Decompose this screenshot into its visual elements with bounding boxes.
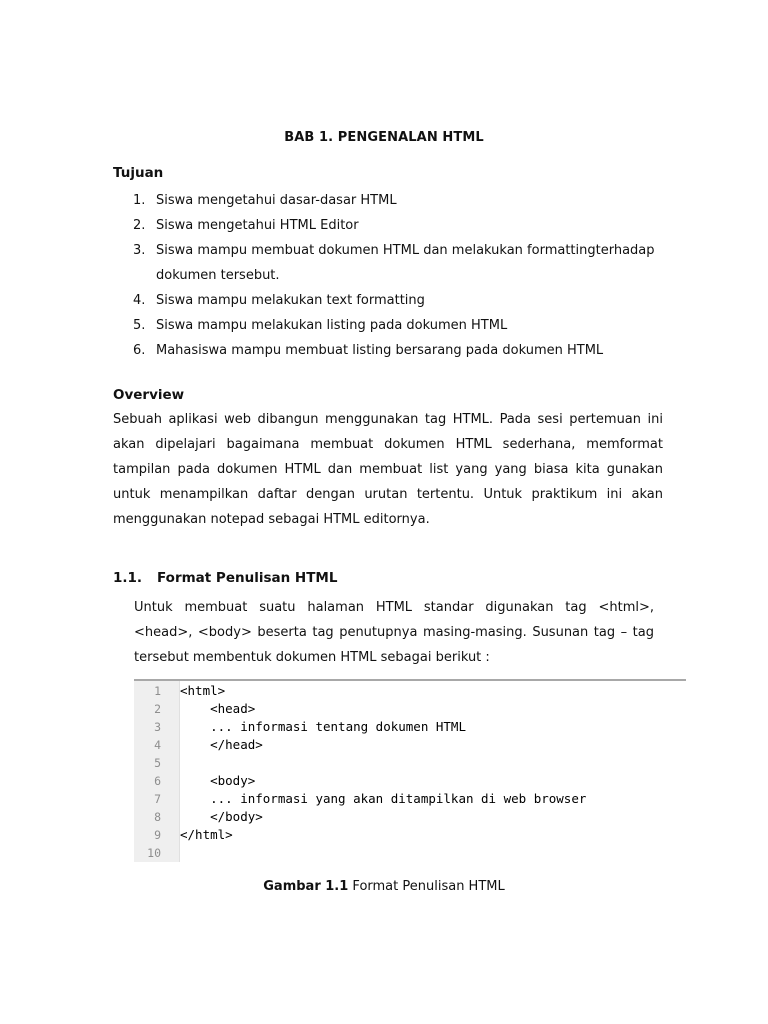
overview-heading: Overview (113, 387, 185, 403)
list-item-text: Siswa mengetahui HTML Editor (156, 218, 359, 233)
list-item-number: 5. (133, 318, 146, 333)
code-line (134, 682, 686, 700)
list-item-number: 4. (133, 293, 146, 308)
list-item-number: 1. (133, 193, 146, 208)
list-item (133, 213, 663, 238)
figure-label: Gambar 1.1 (263, 879, 349, 894)
code-text: <body> (180, 773, 256, 788)
line-number: 3 (154, 720, 161, 734)
section-paragraph: Untuk membuat suatu halaman HTML standar digunakan tag <html>, <head>, <body> beserta tag penutupnya masing-masing. Susunan tag – tag tersebut membentuk dokumen HTML sebagai berikut : (134, 600, 654, 665)
code-line (134, 790, 686, 808)
code-text: </body> (180, 809, 263, 824)
line-number: 7 (154, 792, 161, 806)
code-text: <html> (180, 683, 226, 698)
list-item (133, 338, 663, 363)
line-number: 6 (154, 774, 161, 788)
code-line (134, 700, 686, 718)
section-number: 1.1. (113, 570, 143, 586)
code-line (134, 808, 686, 826)
code-text: </head> (180, 737, 263, 752)
code-line (134, 718, 686, 736)
code-text: ... informasi yang akan ditampilkan di web browser (180, 791, 587, 806)
code-line (134, 772, 686, 790)
list-item (133, 288, 663, 313)
code-line (134, 826, 686, 844)
code-listing (134, 679, 686, 862)
section-title: Format Penulisan HTML (157, 570, 338, 586)
list-item-text: Siswa mengetahui dasar-dasar HTML (156, 193, 397, 208)
tujuan-heading: Tujuan (113, 165, 164, 181)
line-number: 4 (154, 738, 161, 752)
overview-paragraph: Sebuah aplikasi web dibangun menggunakan tag HTML. Pada sesi pertemuan ini akan dipelajari bagaimana membuat dokumen HTML sederhana, memformat tampilan pada dokumen HTML dan membuat list yang yang biasa kita gunakan untuk menampilkan daftar dengan urutan tertentu. Untuk praktikum ini akan menggunakan notepad sebagai HTML editornya. (113, 412, 663, 527)
code-text: <head> (180, 701, 256, 716)
code-text: ... informasi tentang dokumen HTML (180, 719, 466, 734)
list-item-text: Siswa mampu melakukan listing pada dokumen HTML (156, 318, 508, 333)
line-number: 1 (154, 684, 161, 698)
line-number: 8 (154, 810, 161, 824)
list-item-text: Siswa mampu melakukan text formatting (156, 293, 425, 308)
line-number: 2 (154, 702, 161, 716)
list-item-number: 2. (133, 218, 146, 233)
line-number: 10 (147, 846, 161, 860)
code-line (134, 754, 686, 772)
line-number: 9 (154, 828, 161, 842)
code-text: </html> (180, 827, 233, 842)
code-line (134, 736, 686, 754)
list-item-number: 3. (133, 243, 146, 258)
list-item (133, 238, 663, 288)
code-line (134, 844, 686, 862)
figure-caption-text: Format Penulisan HTML (348, 879, 505, 894)
list-item (133, 188, 663, 213)
line-number: 5 (154, 756, 161, 770)
list-item-text: Siswa mampu membuat dokumen HTML dan melakukan formattingterhadap dokumen tersebut. (156, 243, 655, 283)
figure-caption (0, 879, 768, 894)
page-title: BAB 1. PENGENALAN HTML (284, 130, 484, 145)
list-item-number: 6. (133, 343, 146, 358)
tujuan-list (133, 188, 663, 363)
list-item-text: Mahasiswa mampu membuat listing bersarang pada dokumen HTML (156, 343, 604, 358)
list-item (133, 313, 663, 338)
